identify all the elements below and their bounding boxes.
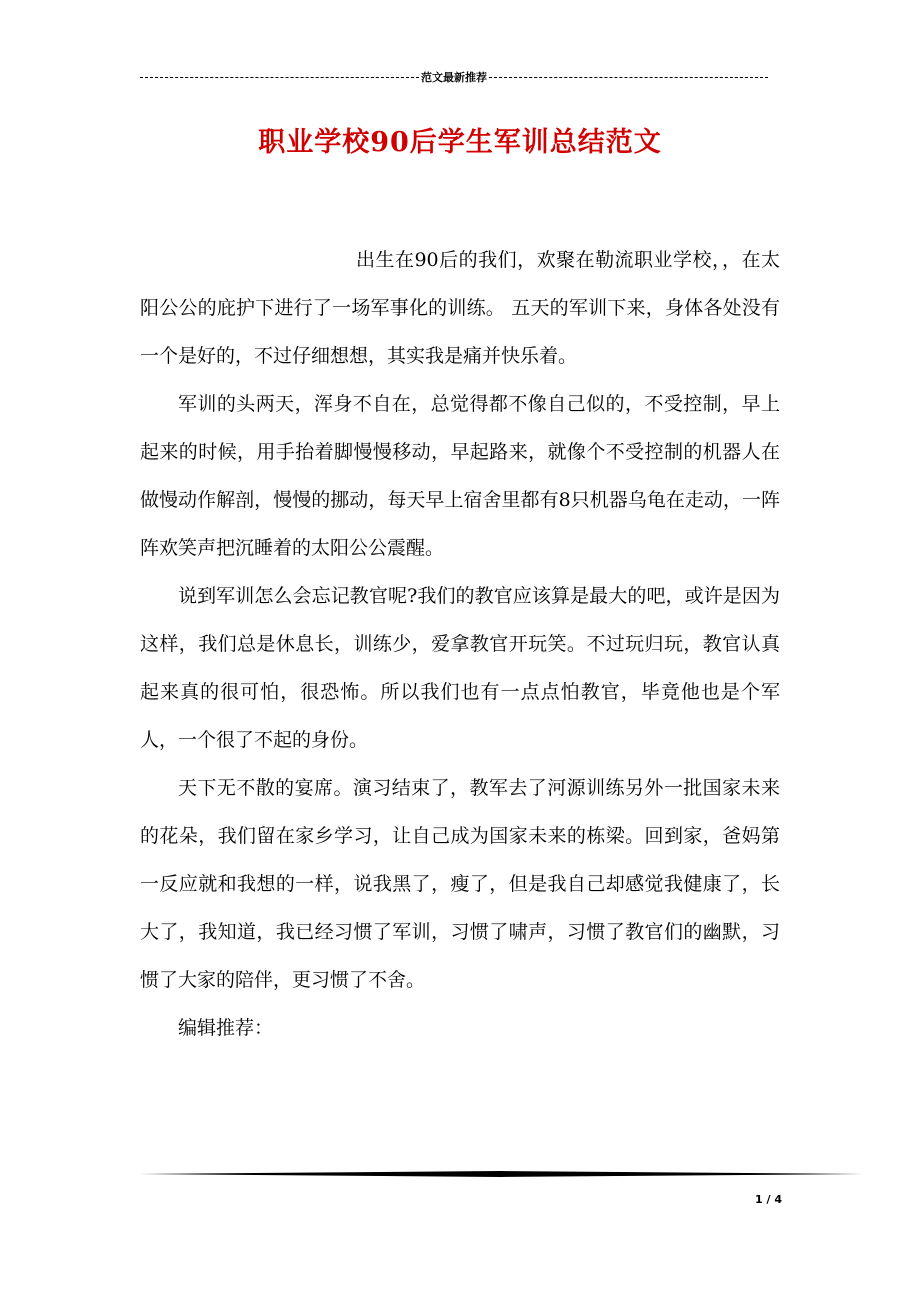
header-label: 范文最新推荐 <box>421 71 487 84</box>
header-dash-right <box>489 77 768 78</box>
page-number: 1 / 4 <box>755 1193 782 1206</box>
paragraph-instructor: 说到军训怎么会忘记教官呢?我们的教官应该算是最大的吧，或许是因为这样，我们总是休息长，训练少，爱拿教官开玩笑。不过玩归玩，教官认真起来真的很可怕，很恐怖。所以我们也有一点点怕教官，毕竟他也是个军人，一个很了不起的身份。 <box>140 585 780 751</box>
header-dash-left <box>140 77 419 78</box>
footer-divider <box>140 1171 863 1177</box>
document-body <box>140 236 780 1052</box>
paragraph-editor-recommend: 编辑推荐： <box>178 1017 274 1039</box>
paragraph-intro: 出生在90后的我们，欢聚在勒流职业学校，，在太阳公公的庇护下进行了一场军事化的训练。 五天的军训下来，身体各处没有一个是好的，不过仔细想想，其实我是痛并快乐着。 <box>140 249 780 367</box>
paragraph-ending: 天下无不散的宴席。演习结束了，教军去了河源训练另外一批国家未来的花朵，我们留在家乡学习，让自己成为国家未来的栋梁。回到家，爸妈第一反应就和我想的一样，说我黑了，瘦了，但是我自己却感觉我健康了，长大了，我知道，我已经习惯了军训，习惯了啸声，习惯了教官们的幽默，习惯了大家的陪伴，更习惯了不舍。 <box>140 777 780 991</box>
document-title: 职业学校90后学生军训总结范文 <box>258 127 662 158</box>
page-header <box>140 67 768 87</box>
paragraph-first-days: 军训的头两天，浑身不自在，总觉得都不像自己似的，不受控制，早上起来的时候，用手抬着脚慢慢移动，早起路来，就像个不受控制的机器人在做慢动作解剖，慢慢的挪动，每天早上宿舍里都有8只机器乌龟在走动，一阵阵欢笑声把沉睡着的太阳公公震醒。 <box>140 393 780 559</box>
